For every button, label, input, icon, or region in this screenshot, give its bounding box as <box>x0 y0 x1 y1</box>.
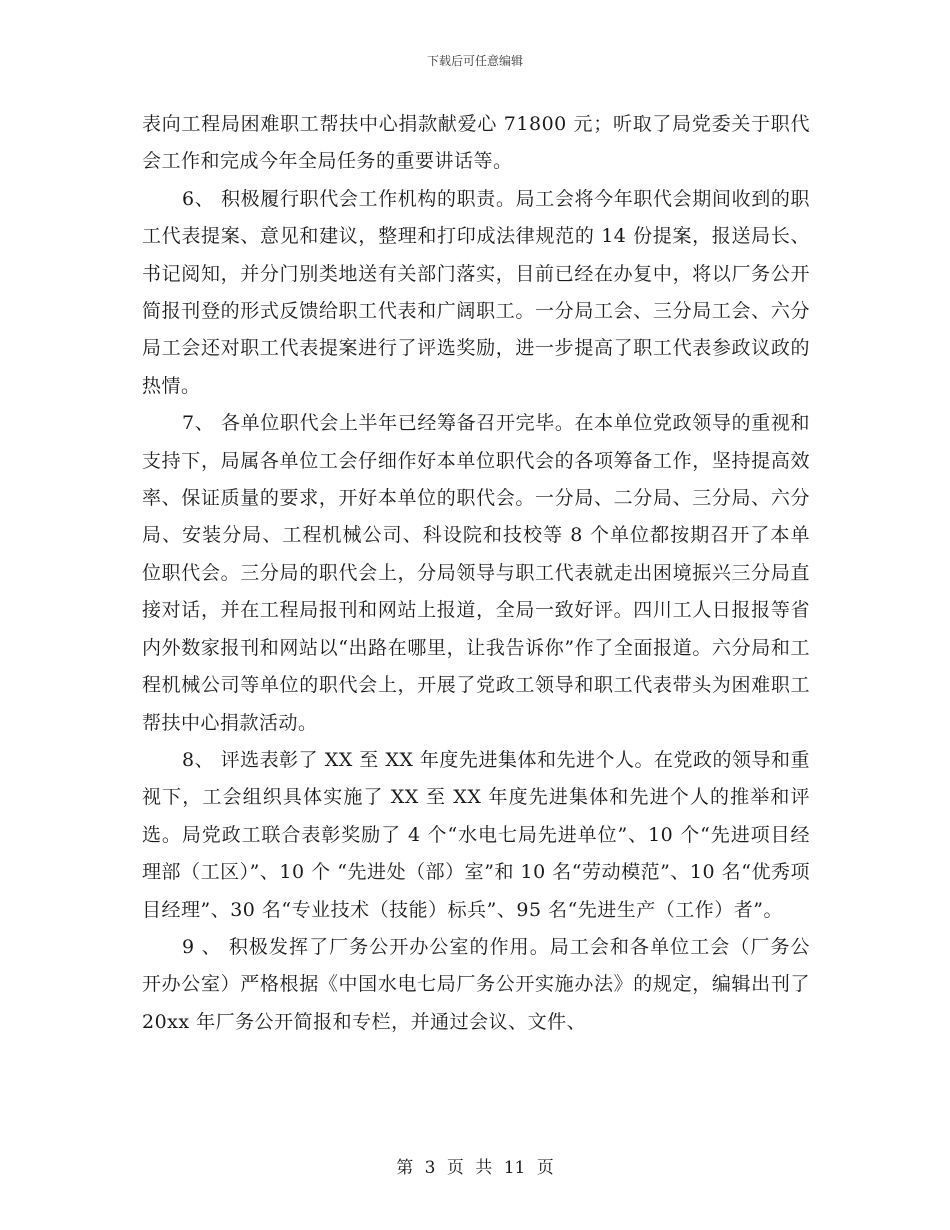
paragraph-item-9: 9 、 积极发挥了厂务公开办公室的作用。局工会和各单位工会（厂务公开办公室）严格根据《中国水电七局厂务公开实施办法》的规定，编辑出刊了 20xx 年厂务公开简报和专栏，并通过会议、文件、 <box>142 935 810 1033</box>
paragraph-item-8: 8、 评选表彰了 XX 至 XX 年度先进集体和先进个人。在党政的领导和重视下，工会组织具体实施了 XX 至 XX 年度先进集体和先进个人的推举和评选。局党政工联合表彰奖励了 4 个“水电七局先进单位”、10 个“先进项目经理部（工区）”、10 个 “先进处（部）室”和 10 名“劳动模范”、10 名“优秀项目经理”、30 名“专业技术（技能）标兵”、95 名“先进生产（工作）者”。 <box>142 748 810 921</box>
page-number-footer: 第 3 页 共 11 页 <box>396 1158 554 1178</box>
document-body <box>142 106 810 1041</box>
paragraph-continuation: 表向工程局困难职工帮扶中心捐款献爱心 71800 元；听取了局党委关于职代会工作和完成今年全局任务的重要讲话等。 <box>142 113 810 173</box>
paragraph-item-6: 6、 积极履行职代会工作机构的职责。局工会将今年职代会期间收到的职工代表提案、意见和建议，整理和打印成法律规范的 14 份提案，报送局长、书记阅知，并分门别类地送有关部门落实，目前已经在办复中，将以厂务公开简报刊登的形式反馈给职工代表和广阔职工。一分局工会、三分局工会、六分局工会还对职工代表提案进行了评选奖励，进一步提高了职工代表参政议政的热情。 <box>142 187 810 397</box>
paragraph-item-7: 7、 各单位职代会上半年已经筹备召开完毕。在本单位党政领导的重视和支持下，局属各单位工会仔细作好本单位职代会的各项筹备工作，坚持提高效率、保证质量的要求，开好本单位的职代会。一分局、二分局、三分局、六分局、安装分局、工程机械公司、科设院和技校等 8 个单位都按期召开了本单位职代会。三分局的职代会上，分局领导与职工代表就走出困境振兴三分局直接对话，并在工程局报刊和网站上报道，全局一致好评。四川工人日报报等省内外数家报刊和网站以“出路在哪里，让我告诉你”作了全面报道。六分局和工程机械公司等单位的职代会上，开展了党政工领导和职工代表带头为困难职工帮扶中心捐款活动。 <box>142 412 810 734</box>
page-header: 下载后可任意编辑 <box>426 54 523 68</box>
